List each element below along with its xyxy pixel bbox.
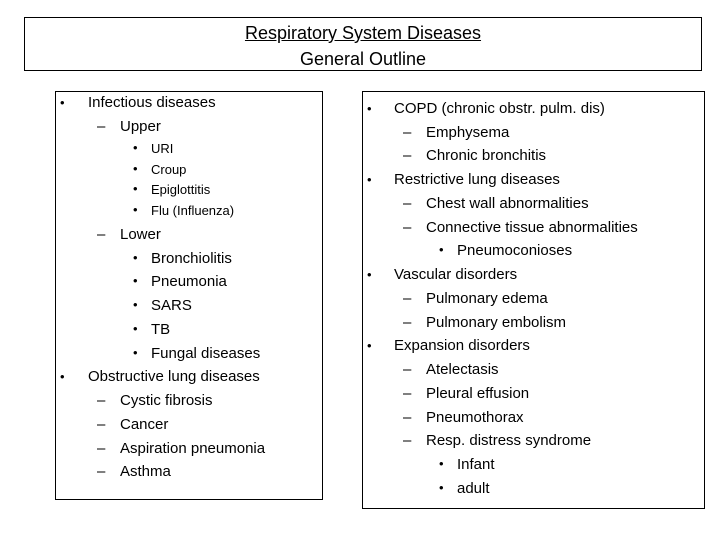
list-item: Pneumothorax <box>426 409 524 426</box>
outline-heading-expansion: Expansion disorders <box>394 337 530 354</box>
list-item: Epiglottitis <box>151 182 211 197</box>
bullet-icon: • <box>367 101 372 116</box>
outline-heading-obstructive: Obstructive lung diseases <box>88 368 260 385</box>
dash-icon: – <box>97 392 106 409</box>
dash-icon: – <box>97 463 106 480</box>
bullet-icon: • <box>133 250 138 265</box>
dash-icon: – <box>403 314 412 331</box>
bullet-icon: • <box>133 321 138 336</box>
page-title: Respiratory System Diseases <box>244 23 482 43</box>
bullet-icon: • <box>439 242 444 257</box>
bullet-icon: • <box>133 181 138 196</box>
bullet-icon: • <box>439 456 444 471</box>
list-item: Pneumoconioses <box>457 242 573 259</box>
dash-icon: – <box>403 290 412 307</box>
list-item: Asthma <box>120 463 171 480</box>
list-item: URI <box>151 141 174 156</box>
dash-icon: – <box>403 124 412 141</box>
list-item: Resp. distress syndrome <box>426 432 592 449</box>
list-item: Cystic fibrosis <box>120 392 213 409</box>
bullet-icon: • <box>133 202 138 217</box>
bullet-icon: • <box>60 95 65 110</box>
bullet-icon: • <box>133 297 138 312</box>
dash-icon: – <box>403 195 412 212</box>
list-item: Emphysema <box>426 124 510 141</box>
list-item: Connective tissue abnormalities <box>426 219 638 236</box>
page-subtitle: General Outline <box>299 49 427 69</box>
list-item: SARS <box>151 297 192 314</box>
bullet-icon: • <box>133 161 138 176</box>
bullet-icon: • <box>367 338 372 353</box>
dash-icon: – <box>403 219 412 236</box>
bullet-icon: • <box>60 369 65 384</box>
outline-subheading-upper: Upper <box>120 118 161 135</box>
dash-icon: – <box>97 440 106 457</box>
list-item: Pulmonary embolism <box>426 314 567 331</box>
outline-heading-copd: COPD (chronic obstr. pulm. dis) <box>394 100 605 117</box>
bullet-icon: • <box>133 140 138 155</box>
list-item: Pulmonary edema <box>426 290 548 307</box>
outline-heading-vascular: Vascular disorders <box>394 266 518 283</box>
list-item: Aspiration pneumonia <box>120 440 266 457</box>
list-item: Chronic bronchitis <box>426 147 547 164</box>
list-item: Cancer <box>120 416 169 433</box>
dash-icon: – <box>403 432 412 449</box>
list-item: TB <box>151 321 171 338</box>
list-item: Pneumonia <box>151 273 227 290</box>
outline-heading-infectious: Infectious diseases <box>88 94 216 111</box>
title-box <box>24 17 702 71</box>
list-item: Pleural effusion <box>426 385 530 402</box>
bullet-icon: • <box>439 480 444 495</box>
bullet-icon: • <box>367 172 372 187</box>
list-item: Infant <box>457 456 495 473</box>
bullet-icon: • <box>133 273 138 288</box>
list-item: Chest wall abnormalities <box>426 195 589 212</box>
dash-icon: – <box>403 385 412 402</box>
list-item: Croup <box>151 162 187 177</box>
dash-icon: – <box>97 416 106 433</box>
dash-icon: – <box>403 147 412 164</box>
list-item: adult <box>457 480 490 497</box>
list-item: Flu (Influenza) <box>151 203 235 218</box>
outline-heading-restrictive: Restrictive lung diseases <box>394 171 560 188</box>
dash-icon: – <box>403 409 412 426</box>
dash-icon: – <box>403 361 412 378</box>
list-item: Atelectasis <box>426 361 499 378</box>
list-item: Fungal diseases <box>151 345 261 362</box>
bullet-icon: • <box>367 267 372 282</box>
bullet-icon: • <box>133 345 138 360</box>
outline-subheading-lower: Lower <box>120 226 161 243</box>
dash-icon: – <box>97 118 106 135</box>
dash-icon: – <box>97 226 106 243</box>
list-item: Bronchiolitis <box>151 250 232 267</box>
